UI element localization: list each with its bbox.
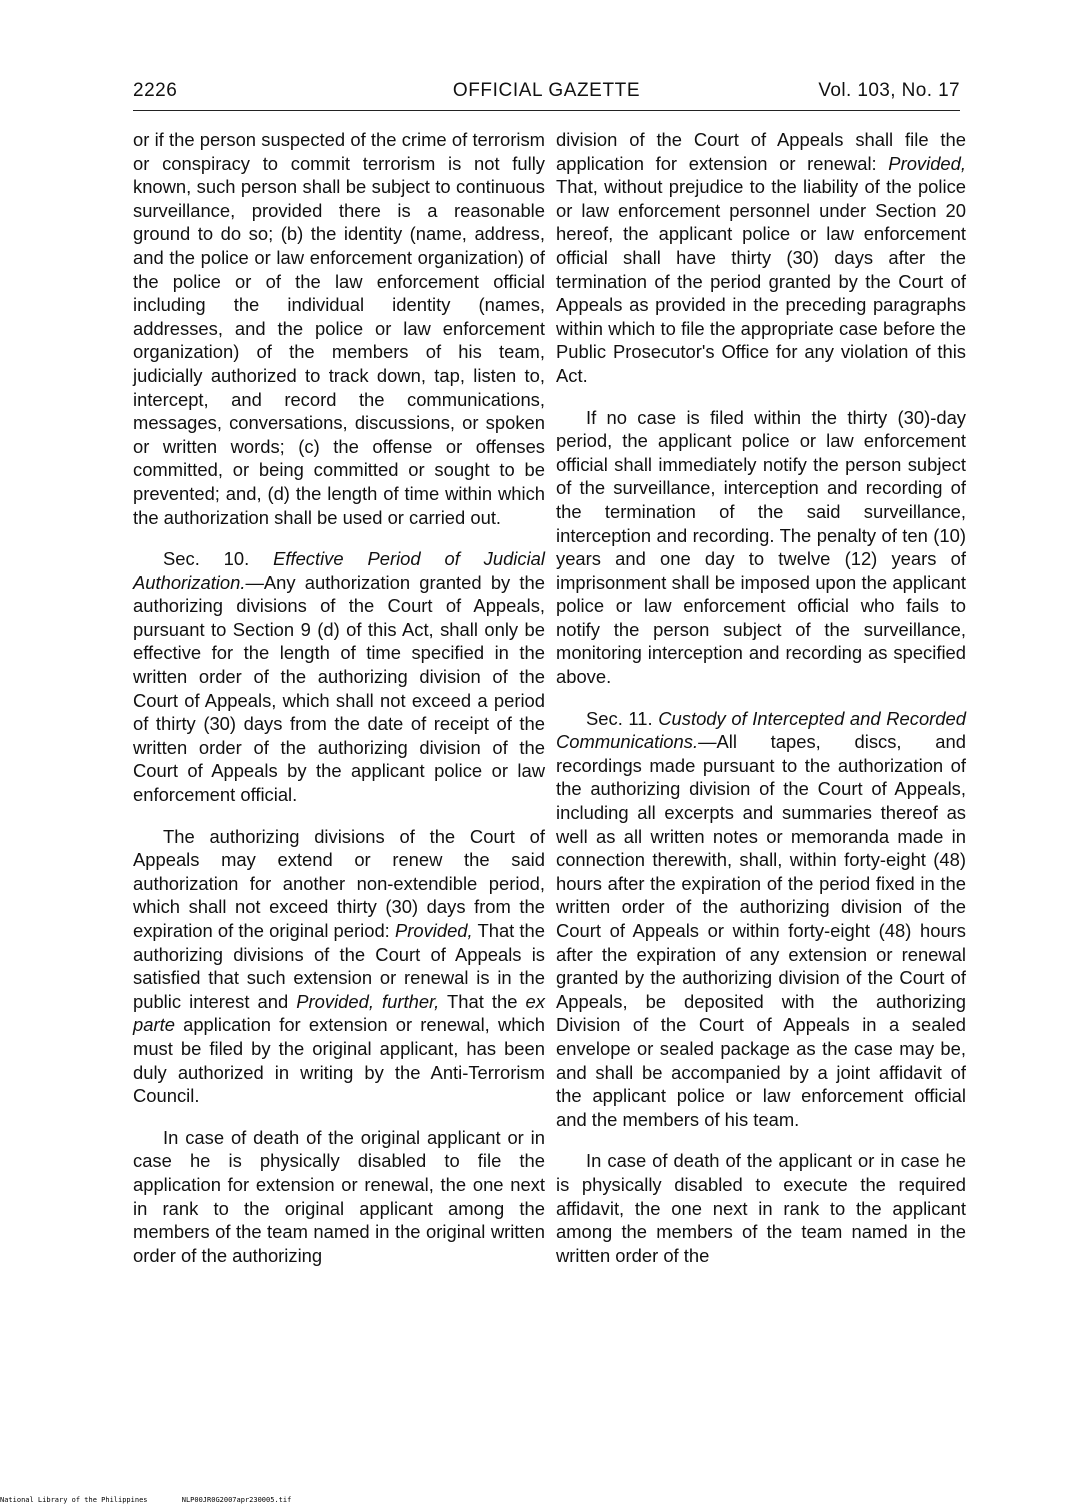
text-run: That the [439,990,526,1012]
text-run: The authorizing divisions of the Court of Appeals may extend or renew the said authorization for another non-extendible period, which shall not exceed thirty (30) days from the expiration of the original period: [133,825,545,941]
extension-paragraph [133,825,545,1108]
proviso-text: Provided, [394,920,473,941]
no-case-filed-paragraph: If no case is filed within the thirty (30)-day period, the applicant police or law enforcement official shall immediately notify the person subject of the surveillance, interception and recording of the termination of the said surveillance, interception and recording. The penalty of ten (10) years and one day to twelve (12) years of imprisonment shall be imposed upon the applicant police or law enforcement official who fails to notify the person subject of the surveillance, monitoring interception and recording as specified above. [556,406,966,688]
scan-footer [0,1496,600,1504]
paragraph-continuation [556,128,966,388]
death-applicant-paragraph: In case of death of the original applicant or in case he is physically disabled to file the application for extension or renewal, the one next in rank to the original applicant among the members of the team named in the original written order of the authorizing [133,1126,545,1266]
left-column [133,128,545,1285]
section-11-title: Custody of Intercepted and Recorded Communications. [556,707,966,753]
text-run: application for extension or renewal, which must be filed by the original applicant, has been duly authorized in writing by the Anti-Terrorism Council. [133,1014,545,1107]
section-11-label: Sec. 11. [586,707,653,729]
page-header [133,80,960,111]
paragraph-continuation: or if the person suspected of the crime of terrorism or conspiracy to commit terrorism is not fully known, such person shall be subject to continuous surveillance, provided there is a reasonable ground to do so; (b) the identity (name, address, and the police or law enforcement organization) of the police or of the law enforcement official including the individual identity (names, addresses, and the police or law enforcement organization) of the members of his team, judicially authorized to track down, tap, listen to, intercept, and record the communications, messages, conversations, discussions, or spoken or written words; (c) the offense or offenses committed, or being committed or sought to be prevented; and, (d) the length of time within which the authorization shall be used or carried out. [133,129,545,528]
proviso-text: Provided, [888,152,966,174]
death-applicant-affidavit-paragraph: In case of death of the applicant or in case he is physically disabled to execute the required affidavit, the one next in rank to the applicant among the members of the team named in the written order of the [556,1150,966,1266]
right-column [556,128,966,1285]
file-identifier: NLP00JR0G2007apr230005.tif [181,1496,292,1504]
section-10-body: —Any authorization granted by the authorizing divisions of the Court of Appeals, pursuant to Section 9 (d) of this Act, shall only be effective for the length of time specified in the written order of the authorizing division of the Court of Appeals, which shall not exceed a period of thirty (30) days from the date of receipt of the written order of the authorizing division of the Court of Appeals by the applicant police or law enforcement official. [133,571,545,806]
section-10-paragraph [133,547,545,807]
proviso-text: Provided, further, [296,990,440,1012]
latin-term: ex parte [133,990,545,1036]
volume-issue: Vol. 103, No. 17 [818,80,960,101]
section-11-body: —All tapes, discs, and recordings made pursuant to the authorization of the authorizing division of the Court of Appeals, including all excerpts and summaries thereof as well as all written notes or memoranda made in connection therewith, shall, within forty-eight (48) hours after the expiration of the period fixed in the written order of the authorizing division of the Court of Appeals or within forty-eight (48) hours after the expiration of any extension or renewal granted by the authorizing division of the Court of Appeals, be deposited with the authorizing Division of the Court of Appeals in a sealed envelope or sealed package as the case may be, and shall be accompanied by a joint affidavit of the applicant police or law enforcement official and the members of his team. [556,731,966,1130]
page-number: 2226 [133,80,178,101]
section-10-title: Effective Period of Judicial Authorization. [133,548,545,593]
text-run: division of the Court of Appeals shall file the application for extension or renewal: [556,129,966,174]
section-10-label: Sec. 10. [163,548,250,570]
library-credit: National Library of the Philippines [0,1496,148,1504]
publication-title: OFFICIAL GAZETTE [452,80,641,101]
text-run: That the authorizing divisions of the Court of Appeals is satisfied that such extension or renewal is in the public interest and [133,920,545,1012]
section-11-paragraph [556,707,966,1132]
text-run: That, without prejudice to the liability of the police or law enforcement personnel under Section 20 hereof, the applicant police or law enforcement official shall have thirty (30) days after the termination of the period granted by the Court of Appeals as provided in the preceding paragraphs within which to file the appropriate case before the Public Prosecutor's Office for any violation of this Act. [556,176,966,386]
